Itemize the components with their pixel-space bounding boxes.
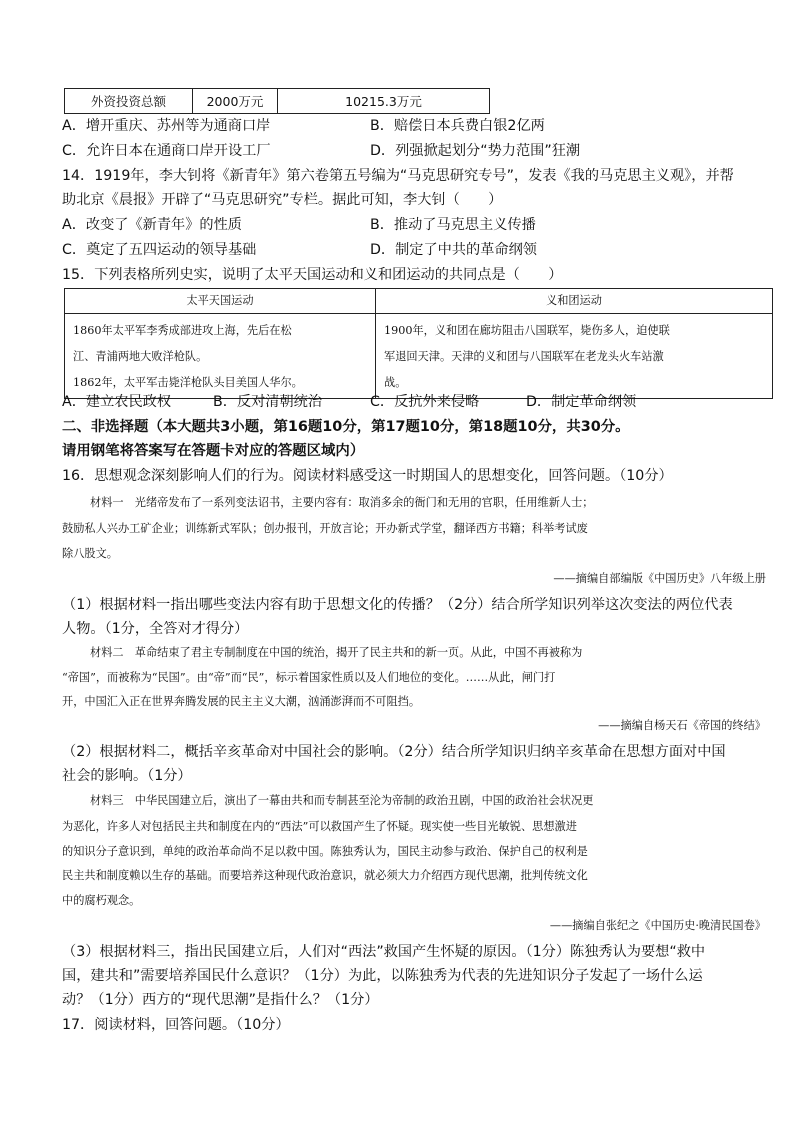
q14-option-c: C．奠定了五四运动的领导基础 [62, 242, 257, 258]
table-label-cell: 外资投资总额 [65, 89, 193, 114]
table-value-cell: 2000万元 [193, 89, 278, 114]
question-line: 动？（1分）西方的“现代思潮”是指什么？（1分） [62, 992, 379, 1008]
q15-option-a: A．建立农民政权 [62, 394, 172, 410]
material-source: ——摘编自杨天石《帝国的终结》 [598, 719, 766, 732]
material-line: 开，中国汇入正在世界奔腾发展的民主主义大潮，汹涌澎湃而不可阻挡。 [62, 695, 421, 708]
q15-stem: 15．下列表格所列史实，说明了太平天国运动和义和团运动的共同点是（ ） [62, 267, 563, 283]
q16-stem: 16．思想观念深刻影响人们的行为。阅读材料感受这一时期国人的思想变化，回答问题。（10分） [62, 468, 673, 484]
foreign-investment-table [64, 88, 490, 114]
comparison-table [64, 288, 773, 399]
question-line: 人物。（1分，全答对才得分） [62, 621, 249, 637]
table-cell-taiping [65, 314, 376, 399]
material-source: ——摘编自张纪之《中国历史·晚清民国卷》 [549, 919, 766, 932]
question-line: 社会的影响。（1分） [62, 768, 192, 784]
q15-option-b: B．反对清朝统治 [213, 394, 323, 410]
cell-line: 军退回天津。天津的义和团与八国联军在老龙头火车站激 [384, 350, 664, 363]
q14-option-a: A．改变了《新青年》的性质 [62, 217, 242, 233]
material-line: 材料三 中华民国建立后，演出了一幕由共和而专制甚至沦为帝制的政治丑剧，中国的政治社会状况更 [90, 794, 594, 807]
question-line: （2）根据材料二，概括辛亥革命对中国社会的影响。（2分）结合所学知识归纳辛亥革命在思想方面对中国 [62, 744, 726, 760]
table-value-cell: 10215.3万元 [278, 89, 490, 114]
section-heading: 二、非选择题（本大题共3小题，第16题10分，第17题10分，第18题10分，共30分。 [62, 419, 630, 435]
material-line: 除八股文。 [62, 547, 118, 560]
q13-option-b: B．赔偿日本兵费白银2亿两 [370, 118, 545, 134]
material-source: ——摘编自部编版《中国历史》八年级上册 [553, 572, 766, 585]
q13-option-c: C．允许日本在通商口岸开设工厂 [62, 143, 271, 159]
material-line: 中的腐朽观念。 [62, 894, 141, 907]
cell-line: 1860年太平军李秀成部进攻上海，先后在松 [73, 324, 292, 337]
q13-option-d: D．列强掀起划分“势力范围”狂潮 [370, 143, 581, 159]
table-header-boxer: 义和团运动 [376, 289, 773, 314]
q13-option-a: A．增开重庆、苏州等为通商口岸 [62, 118, 271, 134]
material-line: 的知识分子意识到，单纯的政治革命尚不足以救中国。陈独秀认为，国民主动参与政治、保护自己的权利是 [62, 845, 588, 858]
material-line: 为恶化，许多人对包括民主共和制度在内的“西法”可以救国产生了怀疑。现实使一些目光敏锐、思想激进 [62, 820, 577, 833]
table-header-taiping: 太平天国运动 [65, 289, 376, 314]
table-cell-boxer [376, 314, 773, 399]
question-line: （1）根据材料一指出哪些变法内容有助于思想文化的传播？（2分）结合所学知识列举这次变法的两位代表 [62, 597, 733, 613]
q14-option-d: D．制定了中共的革命纲领 [370, 242, 537, 258]
q14-stem-line: 助北京《晨报》开辟了“马克思研究”专栏。据此可知，李大钊（ ） [62, 192, 503, 208]
section-heading: 请用钢笔将答案写在答题卡对应的答题区域内） [62, 443, 365, 459]
q17-stem: 17．阅读材料，回答问题。（10分） [62, 1017, 290, 1033]
cell-line: 江、青浦两地大败洋枪队。 [73, 350, 208, 363]
cell-line: 1862年，太平军击毙洋枪队头目美国人华尔。 [73, 376, 303, 389]
material-line: “帝国”，而被称为“民国”。由“帝”而“民”，标示着国家性质以及人们地位的变化。……从此，闸门打 [62, 671, 556, 684]
q15-option-d: D．制定革命纲领 [526, 394, 637, 410]
q14-stem-line: 14．1919年，李大钊将《新青年》第六卷第五号编为“马克思研究专号”，发表《我的马克思主义观》，并帮 [62, 168, 734, 184]
cell-line: 1900年，义和团在廊坊阻击八国联军，毙伤多人，迫使联 [384, 324, 670, 337]
material-line: 民主共和制度赖以生存的基础。而要培养这种现代政治意识，就必须大力介绍西方现代思潮，批判传统文化 [62, 869, 588, 882]
q15-option-c: C．反抗外来侵略 [370, 394, 480, 410]
cell-line: 战。 [384, 376, 407, 389]
material-line: 鼓励私人兴办工矿企业；训练新式军队；创办报刊，开放言论；开办新式学堂，翻译西方书籍；科举考试废 [62, 522, 588, 535]
material-line: 材料一 光绪帝发布了一系列变法诏书，主要内容有：取消多余的衙门和无用的官职，任用维新人士； [90, 496, 594, 509]
q14-option-b: B．推动了马克思主义传播 [370, 217, 536, 233]
material-line: 材料二 革命结束了君主专制制度在中国的统治，揭开了民主共和的新一页。从此，中国不再被称为 [90, 646, 583, 659]
question-line: （3）根据材料三，指出民国建立后，人们对“西法”救国产生怀疑的原因。（1分）陈独秀认为要想“救中 [62, 944, 706, 960]
question-line: 国，建共和”需要培养国民什么意识？（1分）为此，以陈独秀为代表的先进知识分子发起了一场什么运 [62, 968, 703, 984]
